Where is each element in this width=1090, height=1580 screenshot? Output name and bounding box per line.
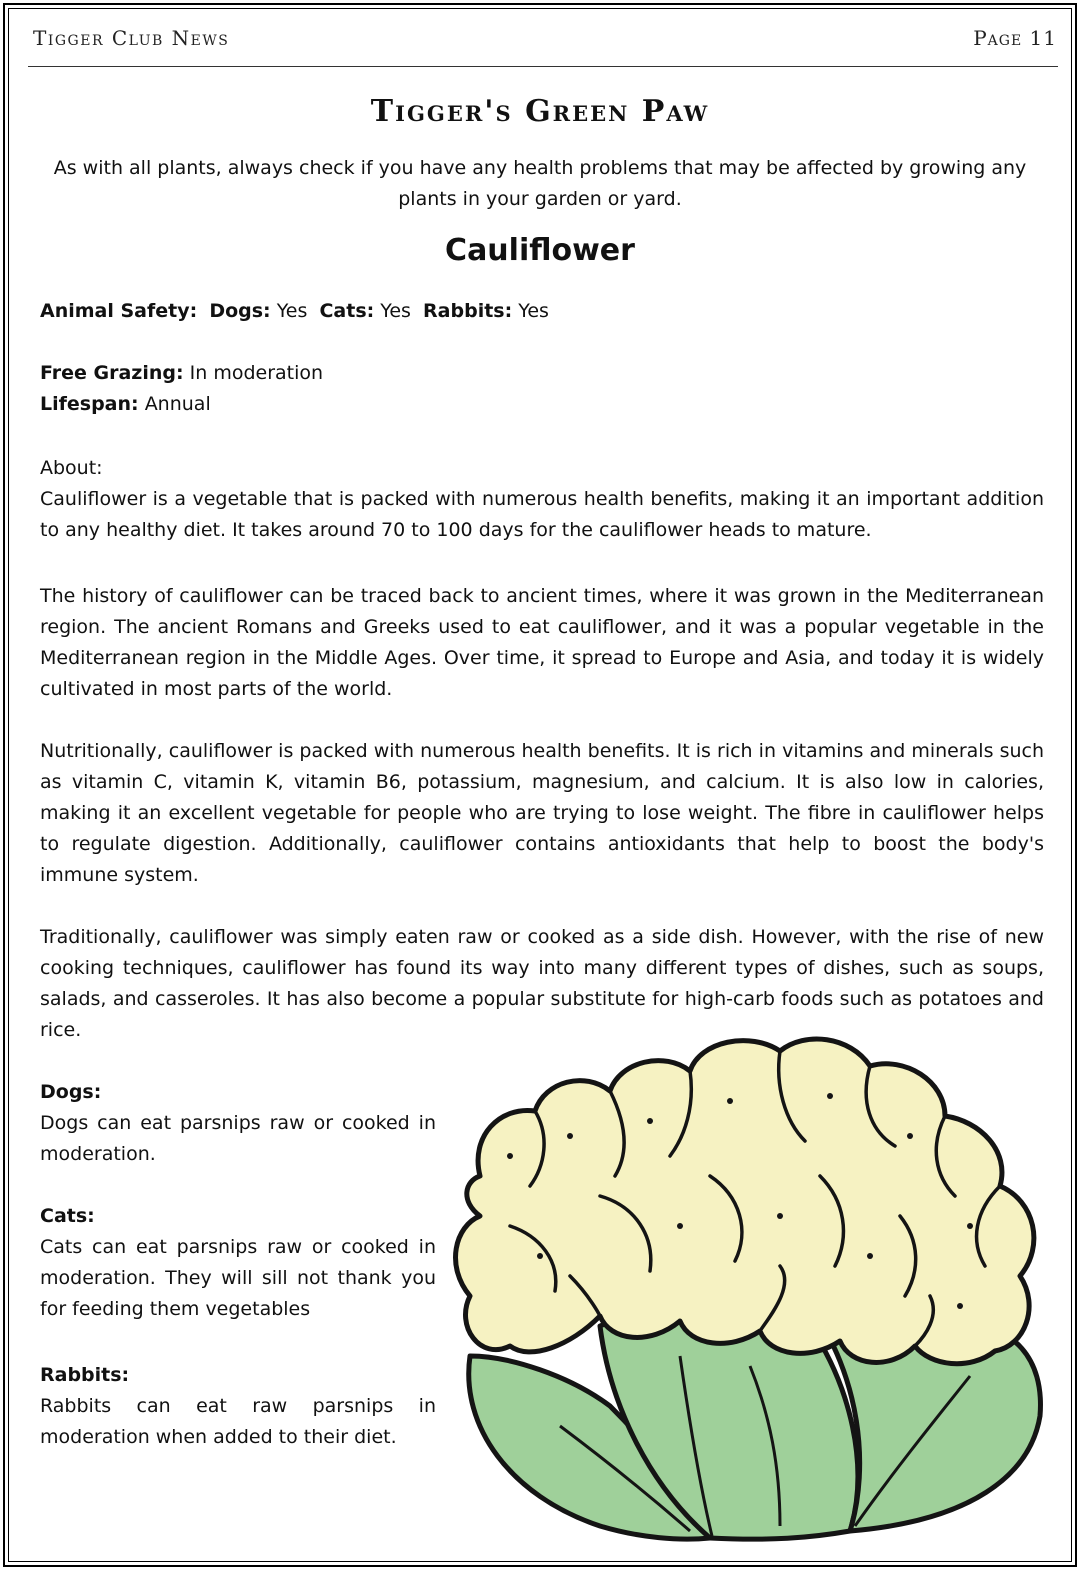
animal-safety-line xyxy=(40,296,1044,327)
page-number: Page 11 xyxy=(973,26,1057,50)
safety-cats-value: Yes xyxy=(380,300,411,322)
header-divider xyxy=(28,66,1058,67)
animal-safety-label: Animal Safety: xyxy=(40,300,198,322)
about-paragraph-3: Nutritionally, cauliflower is packed with numerous health benefits. It is rich in vitamins and minerals such as vitamin C, vitamin K, vitamin B6, potassium, magnesium, and calcium. It is also low in calories, making it an excellent vegetable for people who are trying to lose weight. The fibre in cauliflower helps to regulate digestion. Additionally, cauliflower contains antioxidants that help to boost the body's immune system. xyxy=(40,740,1044,886)
about-paragraph-2: The history of cauliflower can be traced back to ancient times, where it was grown in the Mediterranean region. The ancient Romans and Greeks used to eat cauliflower, and it was a popular vegetable in the Mediterranean region in the Middle Ages. Over time, it spread to Europe and Asia, and today it is widely cultivated in most parts of the world. xyxy=(40,585,1044,700)
lifespan-line xyxy=(40,389,1044,420)
rabbits-text: Rabbits can eat raw parsnips in moderation when added to their diet. xyxy=(40,1395,436,1448)
lifespan-value: Annual xyxy=(144,393,211,415)
section-title: Tigger's Green Paw xyxy=(370,94,710,129)
plant-facts xyxy=(40,358,1044,420)
plant-name-heading: Cauliflower xyxy=(445,233,635,268)
florets xyxy=(456,1039,1034,1364)
about-label: About: xyxy=(40,457,103,479)
about-paragraph-4: Traditionally, cauliflower was simply eaten raw or cooked as a side dish. However, with the rise of new cooking techniques, cauliflower has found its way into many different types of dishes, such as soups, salads, and casseroles. It has also become a popular substitute for high-carb foods such as potatoes and rice. xyxy=(40,926,1044,1041)
cauliflower-illustration-icon xyxy=(450,1026,1050,1546)
free-grazing-line xyxy=(40,358,1044,389)
rabbits-section xyxy=(40,1360,436,1453)
cats-heading: Cats: xyxy=(40,1205,95,1227)
safety-rabbits-label: Rabbits: xyxy=(423,300,513,322)
free-grazing-label: Free Grazing: xyxy=(40,362,184,384)
nutrition-section xyxy=(40,736,1044,891)
cats-section xyxy=(40,1201,436,1325)
health-disclaimer: As with all plants, always check if you have any health problems that may be affected by growing any plants in your garden or yard. xyxy=(53,157,1027,210)
safety-dogs-label: Dogs: xyxy=(209,300,271,322)
dogs-section xyxy=(40,1077,436,1170)
publication-title: Tigger Club News xyxy=(33,26,230,50)
free-grazing-value: In moderation xyxy=(189,362,324,384)
history-section xyxy=(40,581,1044,705)
safety-dogs-value: Yes xyxy=(276,300,308,322)
about-paragraph-1: Cauliflower is a vegetable that is packed with numerous health benefits, making it an important addition to any healthy diet. It takes around 70 to 100 days for the cauliflower heads to mature. xyxy=(40,488,1044,541)
dogs-heading: Dogs: xyxy=(40,1081,102,1103)
cats-text: Cats can eat parsnips raw or cooked in moderation. They will sill not thank you for feeding them vegetables xyxy=(40,1236,436,1320)
dogs-text: Dogs can eat parsnips raw or cooked in moderation. xyxy=(40,1112,436,1165)
safety-cats-label: Cats: xyxy=(319,300,375,322)
about-section xyxy=(40,453,1044,546)
rabbits-heading: Rabbits: xyxy=(40,1364,130,1386)
lifespan-label: Lifespan: xyxy=(40,393,139,415)
safety-rabbits-value: Yes xyxy=(518,300,549,322)
